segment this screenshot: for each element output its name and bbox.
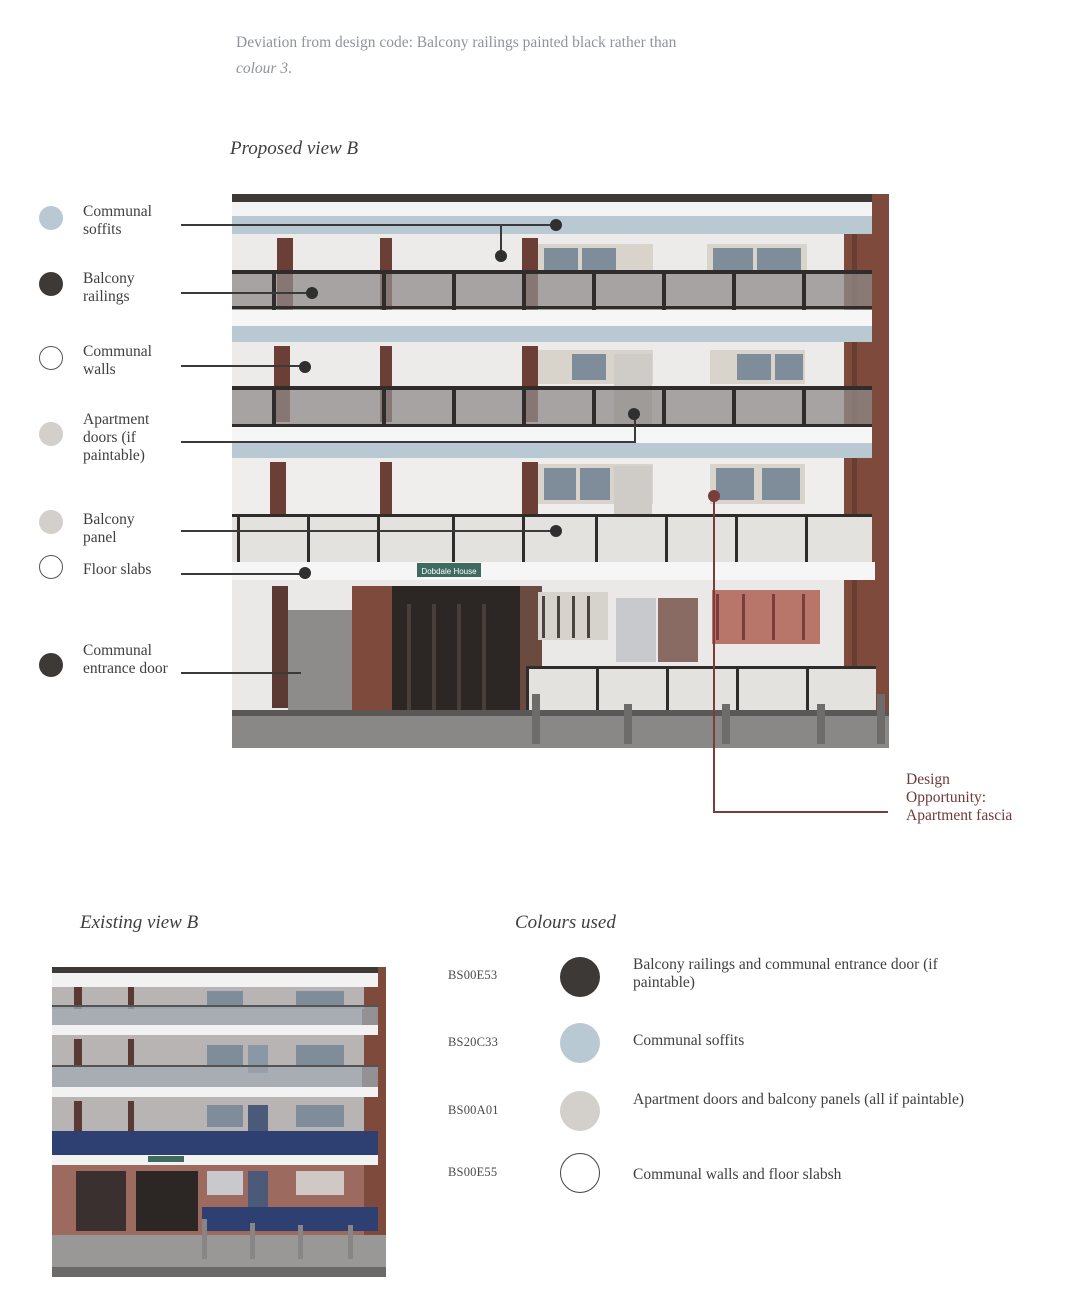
colour-swatch-1 (560, 957, 600, 997)
legend-swatch-floor-slabs (39, 555, 63, 579)
note-text-end: . (288, 60, 292, 77)
note-text: Deviation from design code: Balcony railings painted black rather than (236, 34, 677, 51)
colour-code-2: BS20C33 (448, 1035, 499, 1049)
leader-dot-soffits-b (495, 250, 507, 262)
colour-description-1: Balcony railings and communal entrance door (if paintable) (633, 956, 938, 991)
legend-label-balcony-railings: Balcony railings (83, 270, 135, 305)
legend-swatch-balcony-panel (39, 510, 63, 534)
colour-swatch-2 (560, 1023, 600, 1063)
legend-swatch-apartment-doors (39, 422, 63, 446)
colours-used-title: Colours used (515, 912, 616, 933)
colour-code-1: BS00E53 (448, 968, 498, 982)
legend-label-floor-slabs: Floor slabs (83, 561, 152, 578)
colour-swatch-3 (560, 1091, 600, 1131)
leader-line-opportunity-vertical (713, 496, 715, 813)
leader-dot-doors (628, 408, 640, 420)
colour-description-2: Communal soffits (633, 1032, 745, 1049)
existing-view-title: Existing view B (80, 912, 199, 933)
legend-swatch-communal-walls (39, 346, 63, 370)
legend-label-communal-entrance-door: Communal entrance door (83, 642, 168, 677)
existing-view-photo (52, 967, 386, 1277)
leader-line-balcony-panel (181, 530, 556, 532)
deviation-note (236, 30, 716, 82)
colour-description-3: Apartment doors and balcony panels (all if paintable) (633, 1091, 964, 1108)
colour-description-4: Communal walls and floor slabsh (633, 1166, 842, 1183)
leader-line-soffits-branch (500, 224, 556, 226)
design-opportunity-label: Design Opportunity: Apartment fascia (906, 771, 1013, 824)
proposed-view-photo (232, 194, 889, 748)
legend-swatch-communal-entrance-door (39, 653, 63, 677)
leader-line-floor-slabs (181, 573, 305, 575)
building-sign: Dobdale House (421, 567, 477, 576)
legend-label-balcony-panel: Balcony panel (83, 511, 135, 546)
legend-label-apartment-doors: Apartment doors (if paintable) (83, 411, 150, 464)
leader-line-entrance-door (181, 672, 301, 674)
colour-code-4: BS00E55 (448, 1165, 498, 1179)
colour-code-3: BS00A01 (448, 1103, 499, 1117)
leader-dot-railings (306, 287, 318, 299)
legend-swatch-communal-soffits (39, 206, 63, 230)
leader-dot-floor-slabs (299, 567, 311, 579)
leader-line-railings (181, 292, 311, 294)
legend-label-communal-soffits: Communal soffits (83, 203, 152, 238)
leader-line-doors (181, 441, 636, 443)
leader-dot-soffits-a (550, 219, 562, 231)
note-italic-text: colour 3 (236, 60, 289, 77)
leader-dot-walls (299, 361, 311, 373)
legend-swatch-balcony-railings (39, 272, 63, 296)
legend-label-communal-walls: Communal walls (83, 343, 152, 378)
leader-line-soffits (181, 224, 501, 226)
leader-dot-balcony-panel (550, 525, 562, 537)
leader-line-walls (181, 365, 305, 367)
colour-swatch-4 (560, 1153, 600, 1193)
proposed-view-title: Proposed view B (230, 138, 359, 159)
leader-line-opportunity-horizontal (713, 811, 888, 813)
